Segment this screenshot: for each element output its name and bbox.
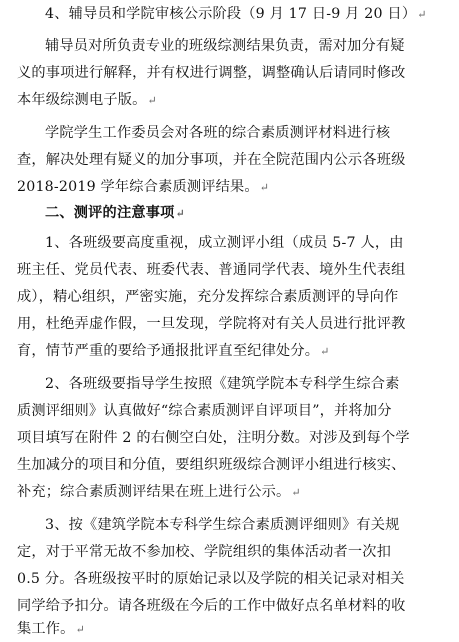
text-line: 用，杜绝弄虚作假，一旦发现，学院将对有关人员进行批评教: [17, 316, 406, 332]
text-line: 2018-2019 学年综合素质测评结果。↵: [17, 179, 270, 195]
text-line: 生加减分的项目和分值，要组织班级综合测评小组进行核实、: [17, 457, 406, 473]
text-line: 成），精心组织，严密实施，充分发挥综合素质测评的导向作: [17, 289, 399, 305]
paragraph-mark-icon: ↵: [75, 623, 85, 636]
text-line: 育，情节严重的要给予通报批评直至纪律处分。↵: [17, 343, 330, 359]
text-line: 辅导员对所负责专业的班级综测结果负责，需对加分有疑: [45, 38, 405, 54]
paragraph-mark-icon: ↵: [417, 8, 427, 21]
section-heading-notes: 二、测评的注意事项↵: [45, 205, 185, 221]
text-line: 查，解决处理有疑义的加分事项，并在全院范围内公示各班级: [17, 152, 406, 168]
text-line: 质测评细则》认真做好“综合素质测评自评项目”，并将加分: [17, 403, 392, 419]
text-line: 0.5 分。各班级按平时的原始记录以及学院的相关记录对相关: [17, 571, 405, 587]
text-line: 3、按《建筑学院本专科学生综合素质测评细则》有关规: [45, 517, 400, 533]
text-line: 本年级综测电子版。↵: [17, 92, 157, 108]
paragraph-mark-icon: ↵: [147, 94, 157, 107]
section-heading-step-4: 4、辅导员和学院审核公示阶段（9 月 17 日-9 月 20 日）↵: [45, 6, 427, 22]
text-line: 学院学生工作委员会对各班的综合素质测评材料进行核: [45, 125, 391, 141]
text-line: 项目填写在附件 2 的右侧空白处，注明分数。对涉及到每个学: [17, 430, 410, 446]
text-line: 1、各班级要高度重视，成立测评小组（成员 5-7 人，由: [45, 235, 404, 251]
text-line: 定，对于平常无故不参加校、学院组织的集体活动者一次扣: [17, 544, 392, 560]
text-line: 同学给予扣分。请各班级在今后的工作中做好点名单材料的收: [17, 598, 406, 614]
text-line: 班主任、党员代表、班委代表、普通同学代表、境外生代表组: [17, 262, 406, 278]
text-line: 2、各班级要指导学生按照《建筑学院本专科学生综合素: [45, 376, 400, 392]
text-line: 补充；综合素质测评结果在班上进行公示。↵: [17, 484, 301, 500]
text-line: 集工作。↵: [17, 621, 85, 637]
paragraph-mark-icon: ↵: [320, 345, 330, 358]
paragraph-mark-icon: ↵: [259, 181, 270, 194]
paragraph-mark-icon: ↵: [175, 207, 185, 220]
text-line: 义的事项进行解释，并有权进行调整，调整确认后请同时修改: [17, 65, 406, 81]
paragraph-mark-icon: ↵: [291, 486, 301, 499]
